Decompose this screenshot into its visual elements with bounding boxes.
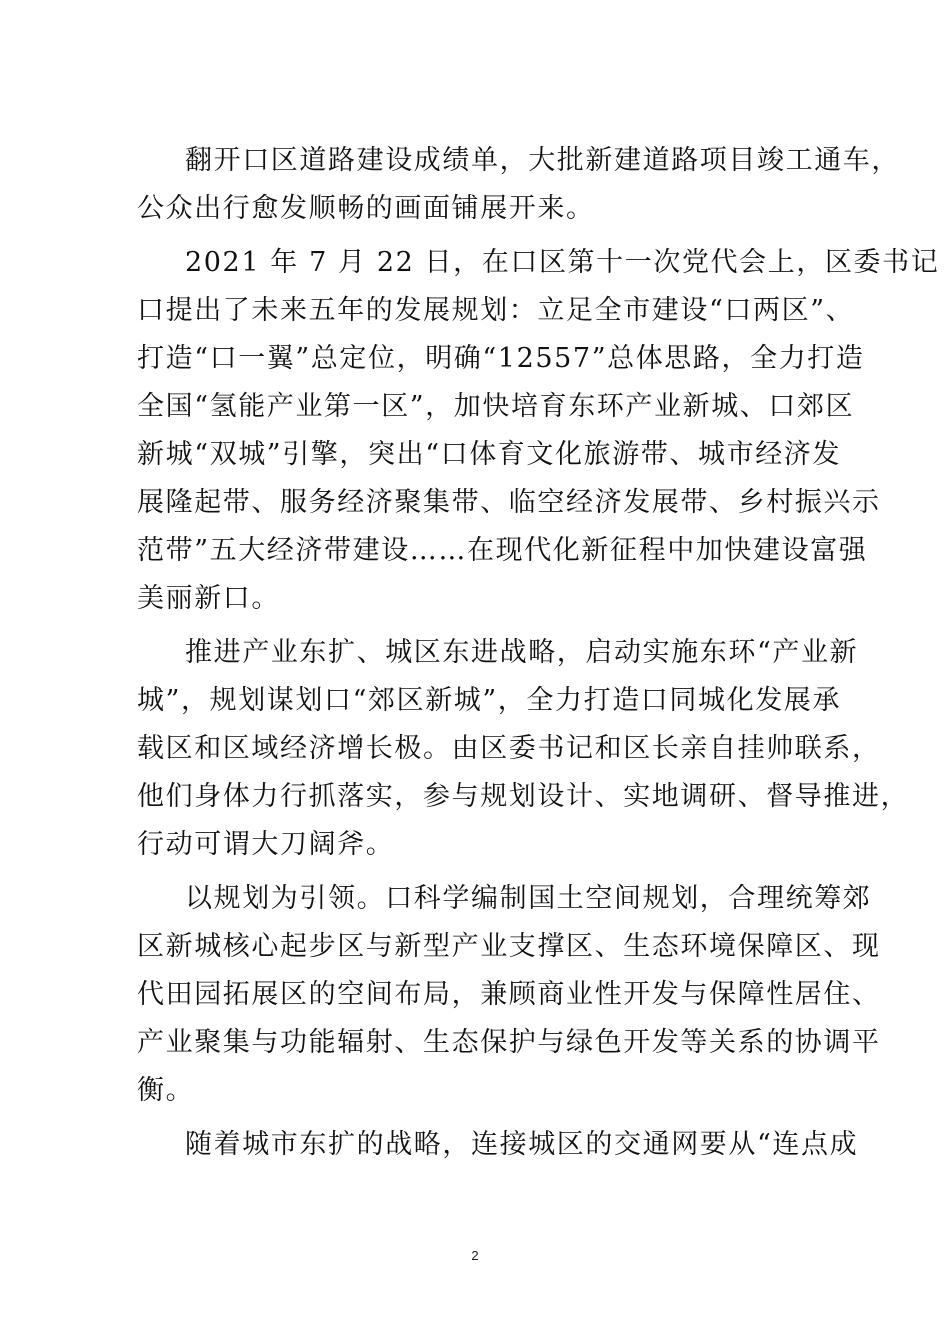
- paragraph-2-line-3: 打造“口一翼”总定位，明确“12557”总体思路，全力打造: [137, 343, 865, 374]
- paragraph-3-line-5: 行动可谓大刀阔斧。: [137, 829, 395, 860]
- paragraph-2-line-6: 展隆起带、服务经济聚集带、临空经济发展带、乡村振兴示: [137, 487, 881, 518]
- paragraph-3-line-1: 推进产业东扩、城区东进战略，启动实施东环“产业新: [185, 637, 859, 668]
- paragraph-1-line-1: 翻开口区道路建设成绩单，大批新建道路项目竣工通车，: [185, 145, 900, 176]
- paragraph-4-line-4: 产业聚集与功能辐射、生态保护与绿色开发等关系的协调平: [137, 1027, 881, 1058]
- paragraph-2-line-5: 新城“双城”引擎，突出“口体育文化旅游带、城市经济发: [137, 439, 842, 470]
- paragraph-2-line-8: 美丽新口。: [137, 583, 280, 614]
- paragraph-3-line-4: 他们身体力行抓落实，参与规划设计、实地调研、督导推进，: [137, 781, 910, 812]
- paragraph-1-line-2: 公众出行愈发顺畅的画面铺展开来。: [137, 193, 595, 224]
- paragraph-4-line-3: 代田园拓展区的空间布局，兼顾商业性开发与保障性居住、: [137, 979, 881, 1010]
- paragraph-3-line-2: 城”，规划谋划口“郊区新城”，全力打造口同城化发展承: [137, 685, 842, 716]
- paragraph-4-line-5: 衡。: [137, 1075, 195, 1106]
- paragraph-2-line-1: 2021 年 7 月 22 日，在口区第十一次党代会上，区委书记: [185, 247, 940, 278]
- paragraph-3-line-3: 载区和区域经济增长极。由区委书记和区长亲自挂帅联系，: [137, 733, 881, 764]
- paragraph-4-line-1: 以规划为引领。口科学编制国土空间规划，合理统筹郊: [185, 883, 872, 914]
- paragraph-4-line-2: 区新城核心起步区与新型产业支撑区、生态环境保障区、现: [137, 931, 881, 962]
- page-number: 2: [471, 1248, 479, 1263]
- paragraph-2-line-2: 口提出了未来五年的发展规划：立足全市建设“口两区”、: [137, 295, 855, 326]
- paragraph-2-line-4: 全国“氢能产业第一区”，加快培育东环产业新城、口郊区: [137, 391, 855, 422]
- paragraph-2-line-7: 范带”五大经济带建设……在现代化新征程中加快建设富强: [137, 535, 868, 566]
- paragraph-5-line-1: 随着城市东扩的战略，连接城区的交通网要从“连点成: [185, 1129, 859, 1160]
